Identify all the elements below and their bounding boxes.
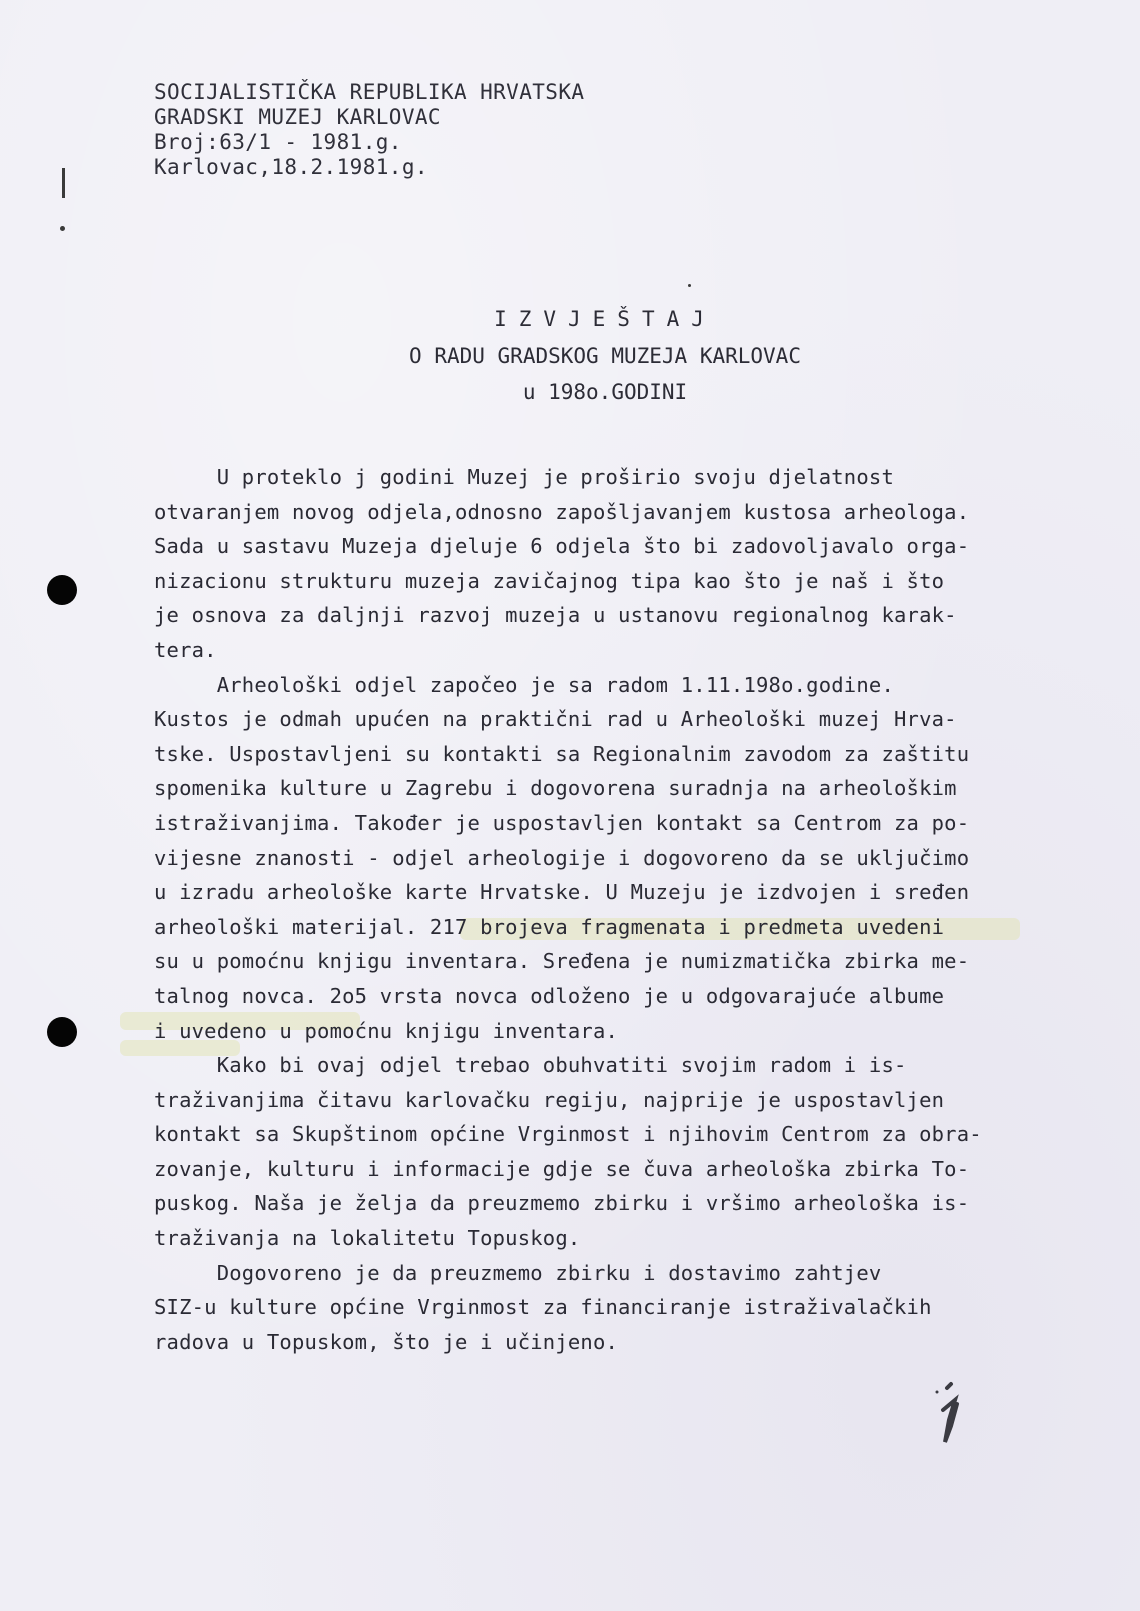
margin-mark	[62, 168, 65, 198]
text-line: kontakt sa Skupštinom općine Vrginmost i njihovim Centrom za obra-	[154, 1122, 982, 1147]
text-line: radova u Topuskom, što je i učinjeno.	[154, 1329, 619, 1354]
text-line: je osnova za daljnji razvoj muzeja u ustanovu regionalnog karak-	[154, 603, 957, 628]
text-line: zovanje, kulturu i informacije gdje se čuva arheološka zbirka To-	[154, 1156, 970, 1181]
letterhead	[154, 80, 584, 180]
text-line: arheološki materijal. 217 brojeva fragmenata i predmeta uvedeni	[154, 914, 945, 939]
text-line: tske. Uspostavljeni su kontakti sa Regionalnim zavodom za zaštitu	[154, 741, 970, 766]
paragraph-1	[154, 460, 1094, 668]
text-line: u izradu arheološke karte Hrvatske. U Muzeju je izdvojen i sređen	[154, 880, 970, 905]
text-line: traživanja na lokalitetu Topuskog.	[154, 1226, 581, 1251]
text-line: i uvedeno u pomoćnu knjigu inventara.	[154, 1018, 619, 1043]
header-republic: SOCIJALISTIČKA REPUBLIKA HRVATSKA	[154, 80, 585, 104]
text-line: talnog novca. 2o5 vrsta novca odloženo je u odgovarajuće albume	[154, 983, 945, 1008]
title-year: u 198o.GODINI	[522, 380, 688, 404]
text-line: U proteklo j godini Muzej je proširio svoju djelatnost	[154, 465, 894, 489]
text-line: nizacionu strukturu muzeja zavičajnog tipa kao što je naš i što	[154, 568, 945, 593]
text-line: su u pomoćnu knjigu inventara. Sređena je numizmatička zbirka me-	[154, 949, 970, 974]
text-line: puskog. Naša je želja da preuzmemo zbirku i vršimo arheološka is-	[154, 1191, 970, 1216]
punch-hole-top	[47, 575, 77, 605]
margin-dot	[688, 284, 691, 287]
text-line: SIZ-u kulture općine Vrginmost za financiranje istraživalačkih	[154, 1295, 932, 1320]
header-date: Karlovac,18.2.1981.g.	[154, 155, 428, 179]
text-line: Kustos je odmah upućen na praktični rad u Arheološki muzej Hrva-	[154, 707, 957, 732]
report-title	[0, 300, 1140, 410]
title-izvjestaj: IZVJEŠTAJ	[494, 307, 716, 331]
paragraph-2	[154, 668, 1094, 1049]
title-subject: O RADU GRADSKOG MUZEJA KARLOVAC	[409, 344, 801, 368]
text-line: istraživanjima. Također je uspostavljen kontakt sa Centrom za po-	[154, 810, 970, 835]
header-museum: GRADSKI MUZEJ KARLOVAC	[154, 105, 441, 129]
text-line: Arheološki odjel započeo je sa radom 1.11.198o.godine.	[154, 672, 894, 697]
text-line: Dogovoreno je da preuzmemo zbirku i dostavimo zahtjev	[154, 1260, 882, 1285]
margin-mark	[60, 226, 65, 231]
text-line: otvaranjem novog odjela,odnosno zapošljavanjem kustosa arheologa.	[154, 499, 970, 524]
punch-hole-bottom	[47, 1017, 77, 1047]
text-line: Sada u sastavu Muzeja djeluje 6 odjela što bi zadovoljavalo orga-	[154, 534, 970, 559]
ink-scribble	[925, 1380, 975, 1460]
text-line: Kako bi ovaj odjel trebao obuhvatiti svojim radom i is-	[154, 1053, 907, 1078]
header-number: Broj:63/1 - 1981.g.	[154, 130, 402, 154]
report-body	[154, 460, 1094, 1359]
text-line: spomenika kulture u Zagrebu i dogovorena suradnja na arheološkim	[154, 776, 957, 801]
paragraph-4	[154, 1256, 1094, 1360]
text-line: traživanjima čitavu karlovačku regiju, najprije je uspostavljen	[154, 1087, 945, 1112]
text-line: vijesne znanosti - odjel arheologije i dogovoreno da se uključimo	[154, 845, 970, 870]
text-line: tera.	[154, 637, 217, 662]
paragraph-3	[154, 1048, 1094, 1256]
